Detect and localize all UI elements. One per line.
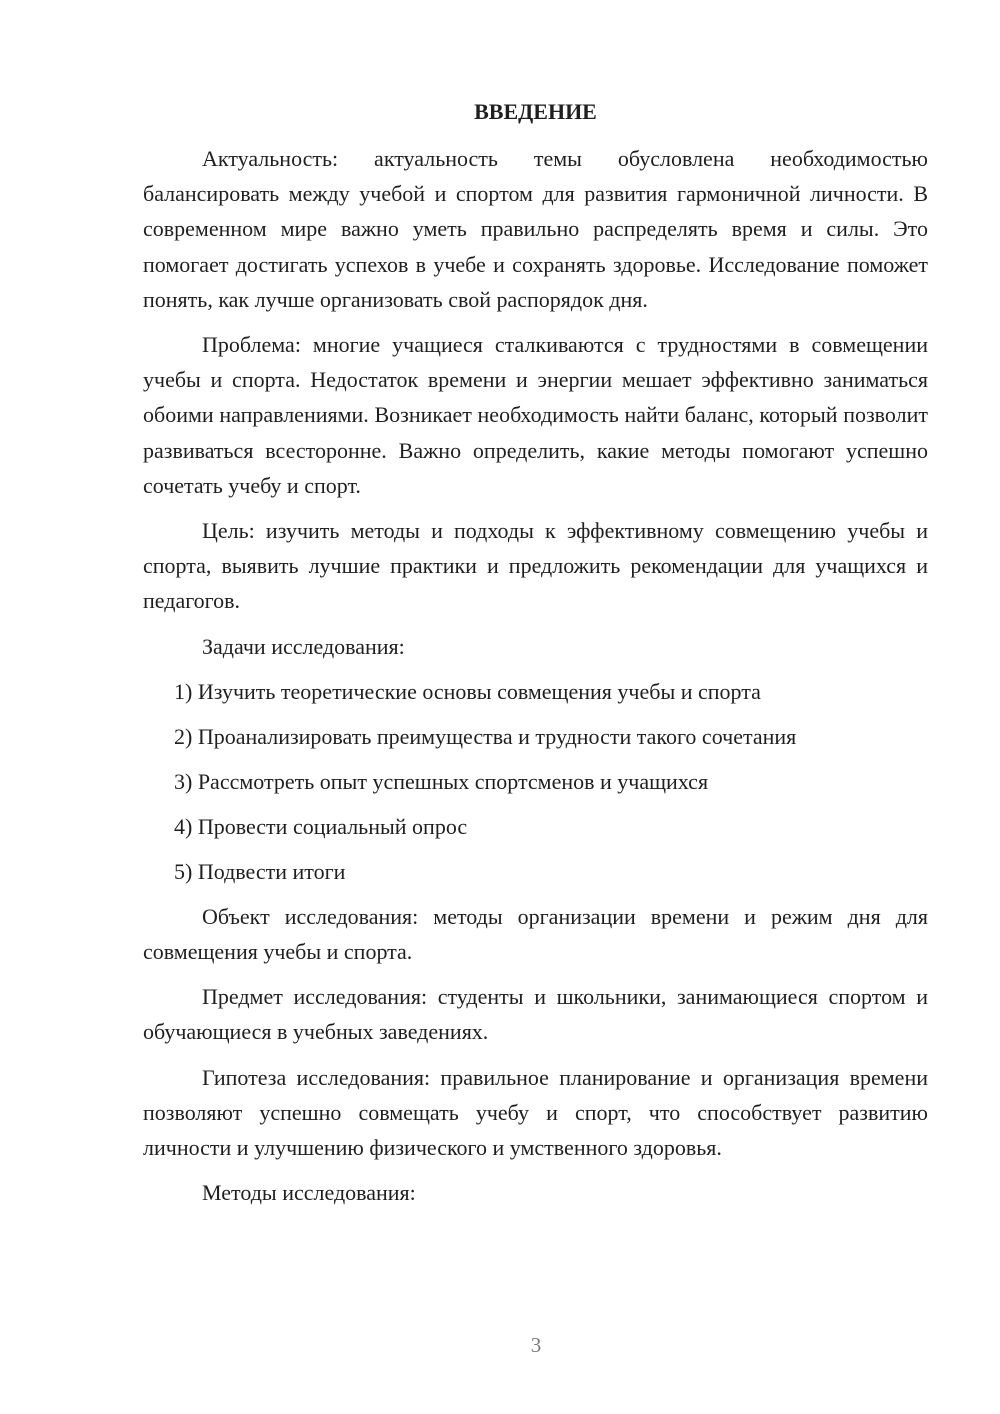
subject-paragraph: Предмет исследования: студенты и школьники, занимающиеся спортом и обучающиеся в учебных заведениях. (143, 984, 928, 1045)
task-item: 3) Рассмотреть опыт успешных спортсменов и учащихся (174, 768, 709, 794)
task-list (143, 674, 928, 889)
page-content (143, 94, 928, 1220)
task-item: 5) Подвести итоги (174, 858, 346, 884)
page-number: 3 (530, 1333, 542, 1357)
goal-paragraph: Цель: изучить методы и подходы к эффективному совмещению учебы и спорта, выявить лучшие практики и предложить рекомендации для учащихся и педагогов. (143, 518, 928, 614)
object-paragraph: Объект исследования: методы организации времени и режим дня для совмещения учебы и спорта. (143, 903, 928, 965)
task-item: 2) Проанализировать преимущества и трудности такого сочетания (174, 723, 797, 749)
hypothesis-paragraph: Гипотеза исследования: правильное планирование и организация времени позволяют успешно совмещать учебу и спорт, что способствует развитию личности и улучшению физического и умственного здоровья. (143, 1064, 928, 1161)
task-item: 4) Провести социальный опрос (174, 813, 468, 839)
page-title: ВВЕДЕНИЕ (474, 99, 597, 124)
tasks-heading: Задачи исследования: (202, 633, 405, 659)
problem-paragraph: Проблема: многие учащиеся сталкиваются с трудностями в совмещении учебы и спорта. Недостаток времени и энергии мешает эффективно заниматься обоими направлениями. Возникает необходимость найти баланс, который позволит развиваться всесторонне. Важно определить, какие методы помогают успешно сочетать учебу и спорт. (143, 332, 928, 498)
task-item: 1) Изучить теоретические основы совмещения учебы и спорта (174, 678, 761, 704)
methods-heading: Методы исследования: (202, 1180, 416, 1206)
relevance-paragraph: Актуальность: актуальность темы обусловлена необходимостью балансировать между учебой и спортом для развития гармоничной личности. В современном мире важно уметь правильно распределять время и силы. Это помогает достигать успехов в учебе и сохранять здоровье. Исследование поможет понять, как лучше организовать свой распорядок дня. (143, 146, 928, 312)
